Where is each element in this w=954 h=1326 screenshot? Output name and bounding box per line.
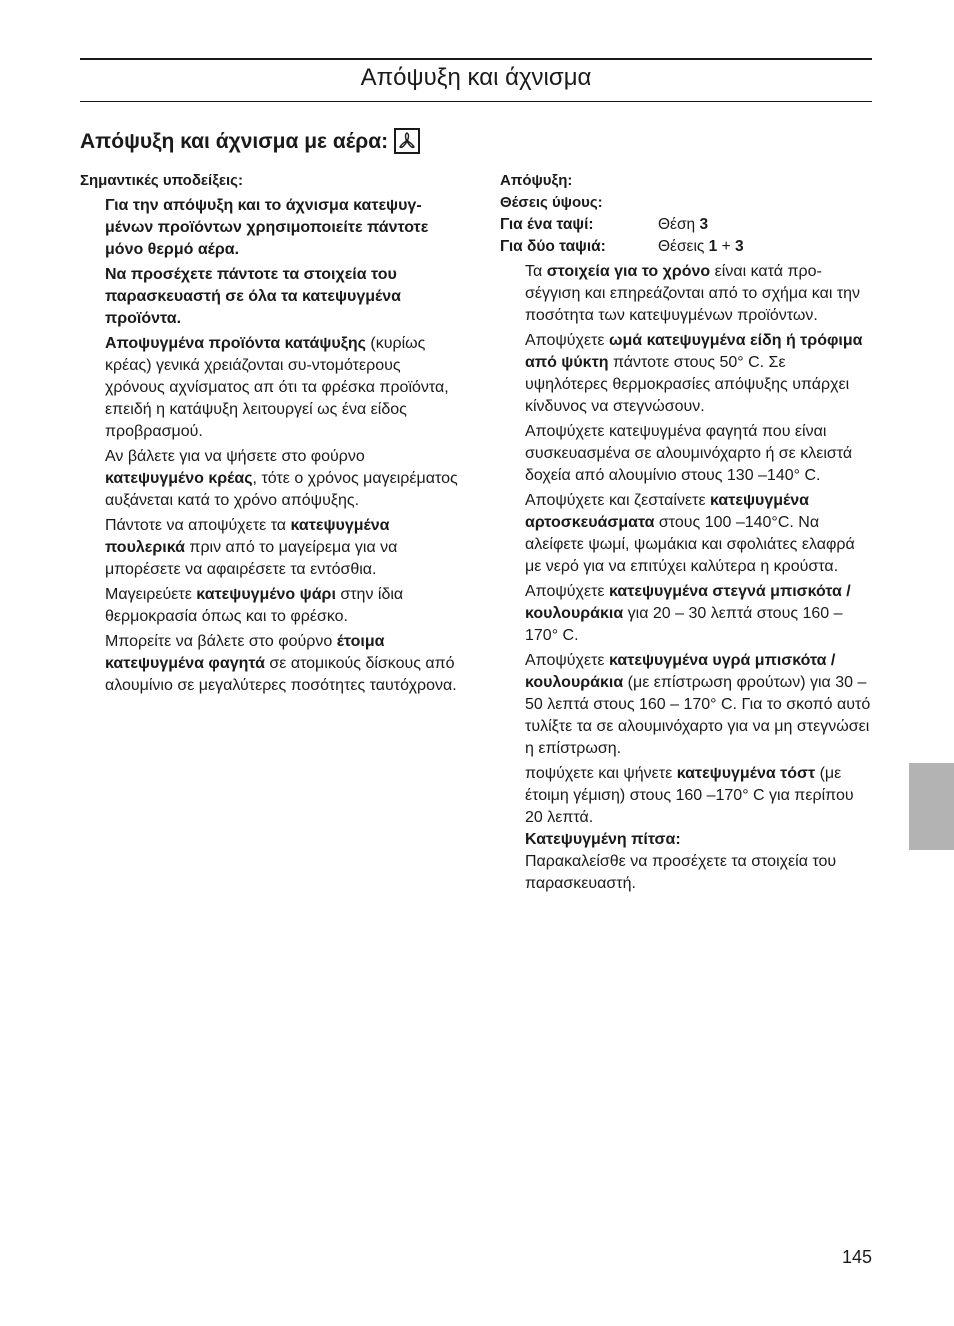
defrost-label: Απόψυξη: <box>500 172 573 189</box>
tip-moist-cakes: Αποψύχετε κατεψυγμένα υγρά μπισκότα / κουλουράκια (με επίστρωση φρούτων) για 30 – 50 λεπτά στους 160 – 170° C. Για το σκοπό αυτό τυλίξτε τα σε αλουμινόχαρτο για να μη στεγνώσει η επίστρωση. <box>525 652 871 757</box>
one-tray-row <box>500 214 872 236</box>
hot-air-fan-icon-glyph <box>396 130 418 152</box>
tip-foil-packed: Αποψύχετε κατεψυγμένα φαγητά που είναι συσκευασμένα σε αλουμινόχαρτο ή σε κλειστά δοχεία από αλουμίνιο στους 130 –140° C. <box>525 423 853 484</box>
left-column <box>80 170 460 700</box>
chapter-side-tab <box>909 763 954 850</box>
section-heading <box>80 127 420 157</box>
defrost-body <box>500 261 872 895</box>
note-defrosted-products: Αποψυγμένα προϊόντα κατάψυξης (κυρίως κρέας) γενικά χρειάζονται συ-ντομότερους χρόνους αχνίσματος απ ότι τα φρέσκα προϊόντα, επειδή η κατάψυξη λειτουργεί ως ένα είδος προβρασμού. <box>105 335 449 440</box>
one-tray-value: Θέση 3 <box>658 216 709 233</box>
two-trays-key: Για δύο ταψιά: <box>500 238 606 255</box>
header-rule-top <box>80 58 872 60</box>
important-notes-label: Σημαντικές υποδείξεις: <box>80 172 243 189</box>
one-tray-key: Για ένα ταψί: <box>500 216 594 233</box>
tip-time-data: Τα στοιχεία για το χρόνο είναι κατά προ-σέγγιση και επηρεάζονται από το σχήμα και την ποσότητα των κατεψυγμένων προϊόντων. <box>525 263 861 324</box>
right-column <box>500 170 872 895</box>
tip-baked-goods: Αποψύχετε και ζεσταίνετε κατεψυγμένα αρτοσκευάσματα στους 100 –140°C. Να αλείφετε ψωμί, ψωμάκια και σφολιάτες ελαφρά με νερό για να επιτύχει καλύτερα η κρούστα. <box>525 492 855 575</box>
note-ready-meals: Μπορείτε να βάλετε στο φούρνο έτοιμα κατεψυγμένα φαγητά σε ατομικούς δίσκους από αλουμίνιο σε μεγαλύτερες ποσότητες ταυτόχρονα. <box>105 633 457 694</box>
shelf-positions-label: Θέσεις ύψους: <box>500 194 603 211</box>
tip-dry-biscuits: Αποψύχετε κατεψυγμένα στεγνά μπισκότα / κουλουράκια για 20 – 30 λεπτά στους 160 –170° C. <box>525 583 851 644</box>
section-heading-text: Απόψυξη και άχνισμα με αέρα: <box>80 130 389 153</box>
header-rule-bottom <box>80 101 872 102</box>
note-frozen-poultry: Πάντοτε να αποψύχετε τα κατεψυγμένα πουλερικά πριν από το μαγείρεμα για να μπορέσετε να αφαιρέσετε τα εντόσθια. <box>105 517 398 578</box>
tip-toast: ποψύχετε και ψήνετε κατεψυγμένα τόστ (με έτοιμη γέμιση) στους 160 –170° C για περίπου 20 λεπτά. <box>525 765 854 826</box>
note-frozen-fish: Μαγειρεύετε κατεψυγμένο ψάρι στην ίδια θερμοκρασία όπως και το φρέσκο. <box>105 586 404 625</box>
two-trays-row <box>500 236 872 258</box>
note-manufacturer: Να προσέχετε πάντοτε τα στοιχεία του παρασκευαστή σε όλα τα κατεψυγμένα προϊόντα. <box>105 266 401 327</box>
note-frozen-meat: Αν βάλετε για να ψήσετε στο φούρνο κατεψυγμένο κρέας, τότε ο χρόνος μαγειρέματος αυξάνεται κατά το χρόνο απόψυξης. <box>105 448 458 509</box>
page-number: 145 <box>841 1247 872 1267</box>
frozen-pizza-text: Παρακαλείσθε να προσέχετε τα στοιχεία του παρασκευαστή. <box>525 853 837 892</box>
hot-air-fan-icon <box>394 128 420 154</box>
two-trays-value: Θέσεις 1 + 3 <box>658 238 744 255</box>
note-hot-air: Για την απόψυξη και το άχνισμα κατεψυγ-μένων προϊόντων χρησιμοποιείτε πάντοτε μόνο θερμό αέρα. <box>105 197 429 258</box>
important-notes-body <box>80 195 460 697</box>
tip-raw-frozen: Αποψύχετε ωμά κατεψυγμένα είδη ή τρόφιμα από ψύκτη πάντοτε στους 50° C. Σε υψηλότερες θερμοκρασίες απόψυξης υπάρχει κίνδυνος να στεγνώσουν. <box>525 332 863 415</box>
page-header-title: Απόψυξη και άχνισμα <box>360 64 592 91</box>
frozen-pizza-label: Κατεψυγμένη πίτσα: <box>525 831 681 848</box>
